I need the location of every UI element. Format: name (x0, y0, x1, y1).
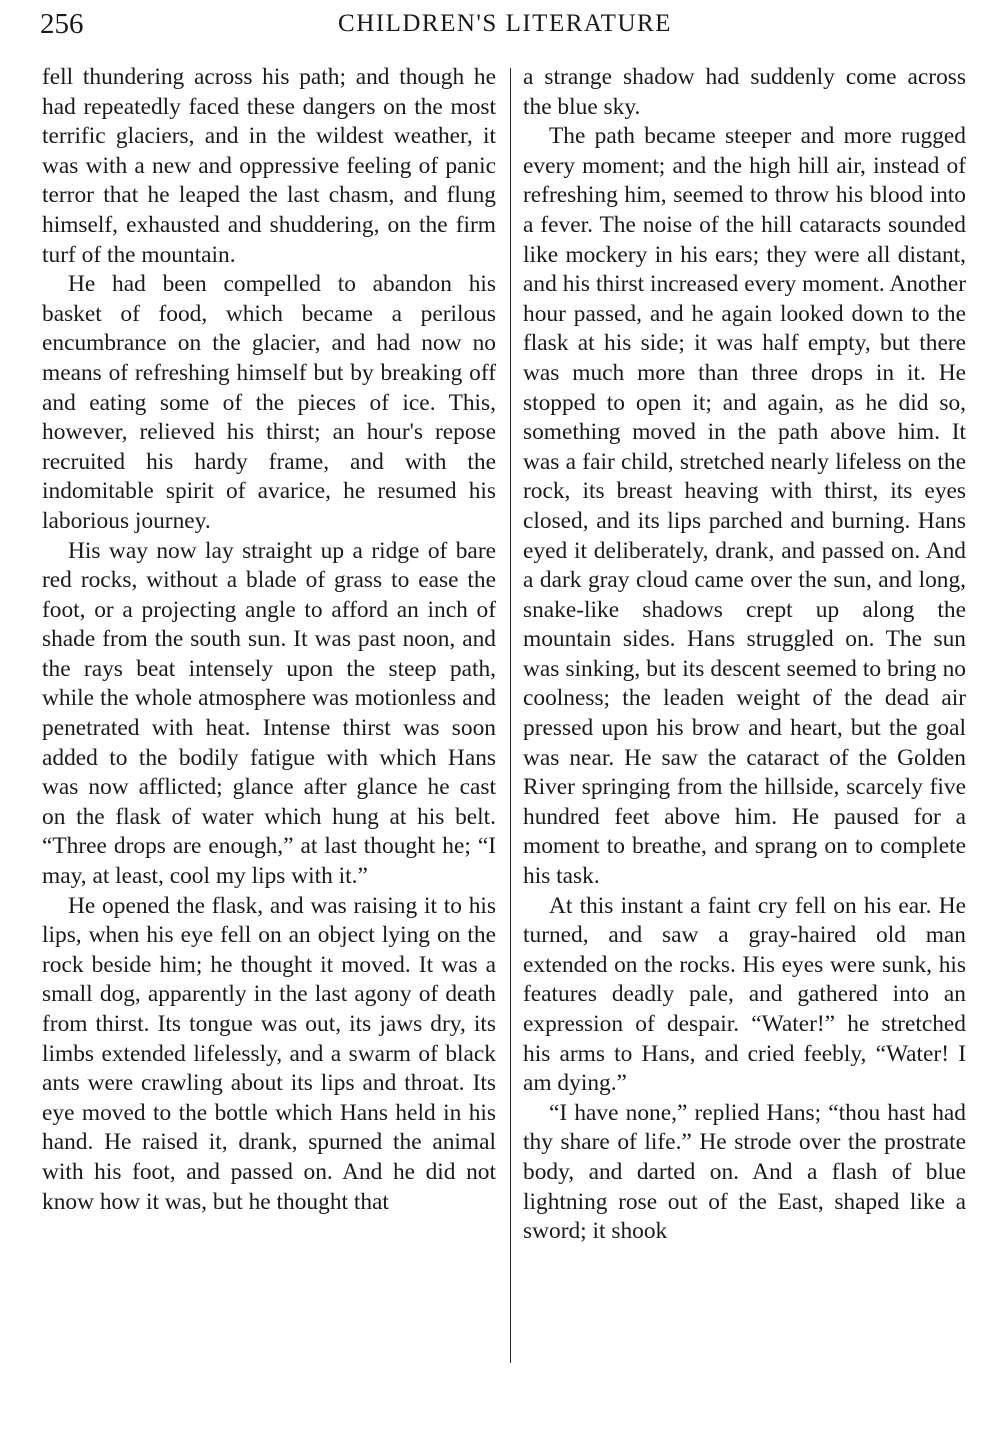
running-head (40, 4, 970, 44)
paragraph: He opened the flask, and was raising it to his lips, when his eye fell on an object lying on the rock beside him; he thought it moved. It was a small dog, apparently in the last agony of death from thirst. Its tongue was out, its jaws dry, its limbs extended lifelessly, and a swarm of black ants were crawling about its lips and throat. Its eye moved to the bottle which Hans held in his hand. He raised it, drank, spurned the animal with his foot, and passed on. And he did not know how it was, but he thought that (42, 892, 496, 1215)
paragraph: “I have none,” replied Hans; “thou hast had thy share of life.” He strode over the prostrate body, and darted on. And a flash of blue lightning rose out of the East, shaped like a sword; it shook (523, 1099, 966, 1245)
paragraph-continued: fell thundering across his path; and though he had repeatedly faced these dangers on the most terrific glaciers, and in the wildest weather, it was with a new and oppressive feeling of panic terror that he leaped the last chasm, and flung himself, exhausted and shuddering, on the firm turf of the mountain. (42, 64, 496, 268)
paragraph: His way now lay straight up a ridge of bare red rocks, without a blade of grass to ease the foot, or a projecting angle to afford an inch of shade from the south sun. It was past noon, and the rays beat intensely upon the steep path, while the whole atmosphere was motionless and penetrated with heat. Intense thirst was soon added to the bodily fatigue with which Hans was now afflicted; glance after glance he cast on the flask of water which hung at his belt. “Three drops are enough,” at last thought he; “I may, at least, cool my lips with it.” (42, 537, 496, 890)
column-divider (510, 68, 511, 1363)
paragraph-continued: a strange shadow had suddenly come across the blue sky. (523, 64, 966, 120)
paragraph: He had been compelled to abandon his basket of food, which became a perilous encumbrance on the glacier, and had now no means of refreshing himself but by breaking off and eating some of the pieces of ice. This, however, relieved his thirst; an hour's repose recruited his hardy frame, and with the indomitable spirit of avarice, he resumed his laborious journey. (42, 271, 496, 534)
left-column (42, 63, 496, 1217)
page-number: 256 (40, 8, 84, 40)
running-title: CHILDREN'S LITERATURE (338, 10, 672, 37)
paragraph: The path became steeper and more rugged every moment; and the high hill air, instead of refreshing him, seemed to throw his blood into a fever. The noise of the hill cataracts sounded like mockery in his ears; they were all distant, and his thirst increased every moment. Another hour passed, and he again looked down to the flask at his side; it was half empty, but there was much more than three drops in it. He stopped to open it; and again, as he did so, something moved in the path above him. It was a fair child, stretched nearly lifeless on the rock, its breast heaving with thirst, its eyes closed, and its lips parched and burning. Hans eyed it deliberately, drank, and passed on. And a dark gray cloud came over the sun, and long, snake-like shadows crept up along the mountain sides. Hans struggled on. The sun was sinking, but its descent seemed to bring no coolness; the leaden weight of the dead air pressed upon his brow and heart, but the goal was near. He saw the cataract of the Golden River springing from the hillside, scarcely five hundred feet above him. He paused for a moment to breathe, and sprang on to complete his task. (523, 123, 966, 890)
paragraph: At this instant a faint cry fell on his ear. He turned, and saw a gray-haired old man extended on the rocks. His eyes were sunk, his features deadly pale, and gathered into an expression of despair. “Water!” he stretched his arms to Hans, and cried feebly, “Water! I am dying.” (523, 892, 966, 1097)
right-column (523, 63, 966, 1247)
